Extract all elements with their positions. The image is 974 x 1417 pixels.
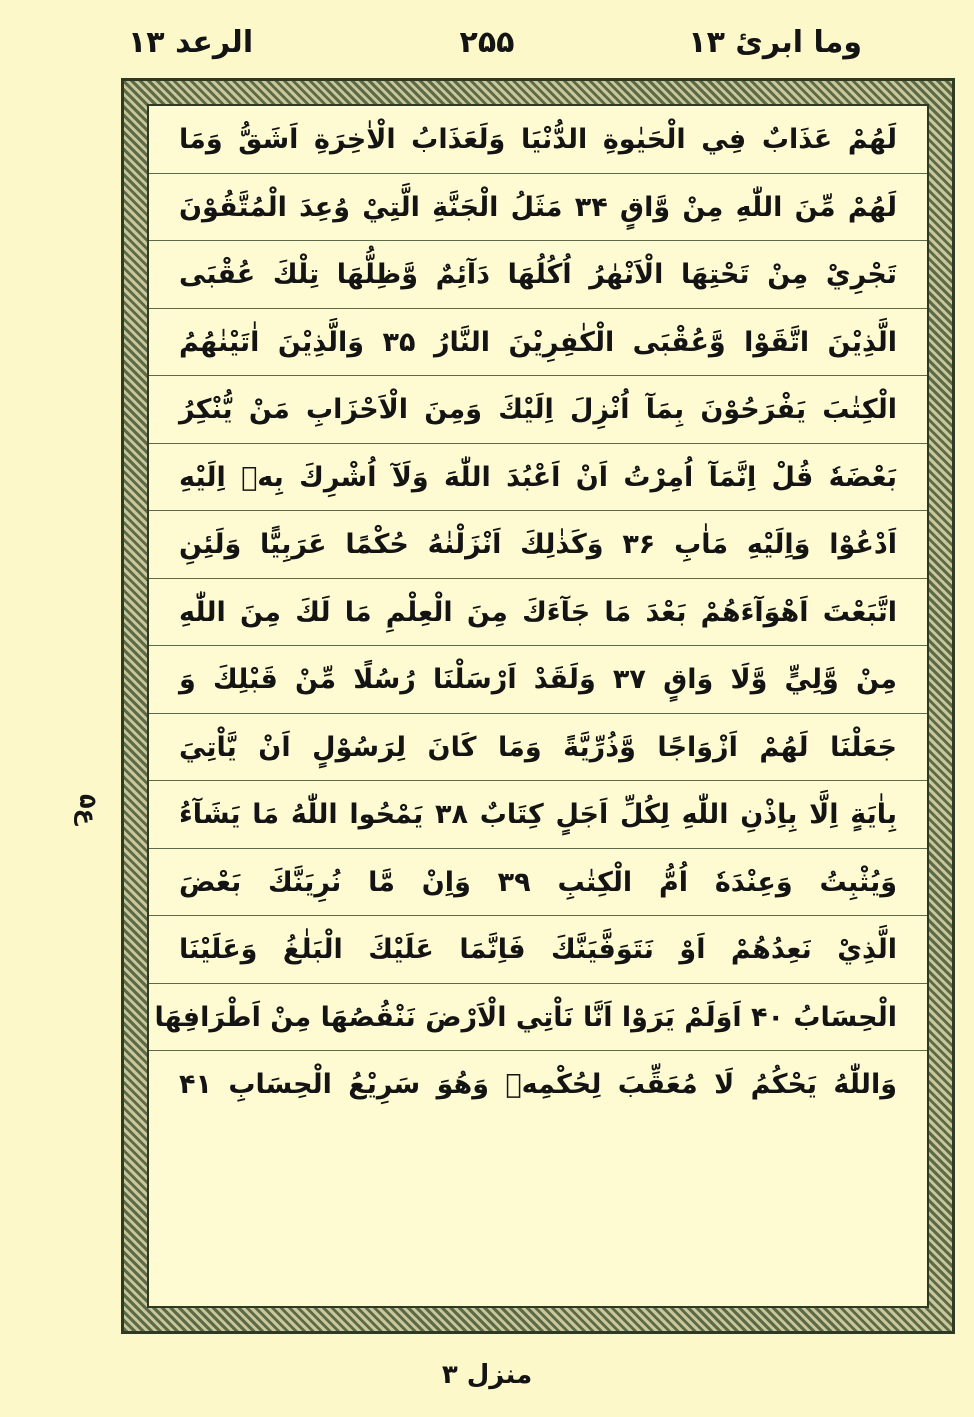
ornamental-border	[121, 78, 955, 1334]
manzil-footer: منزل ۳	[441, 1360, 533, 1390]
verse-line: مِنْ وَّلِيٍّ وَّلَا وَاقٍ ۳۷ وَلَقَدْ اَرْسَلْنَا رُسُلًا مِّنْ قَبْلِكَ وَ	[149, 646, 927, 714]
verse-line: الَّذِيْنَ اتَّقَوْا وَّعُقْبَى الْكٰفِرِيْنَ النَّارُ ۳۵ وَالَّذِيْنَ اٰتَيْنٰهُمُ	[149, 309, 927, 377]
verse-line: تَجْرِيْ مِنْ تَحْتِهَا الْاَنْهٰرُ اُكُلُهَا دَآئِمٌ وَّظِلُّهَا تِلْكَ عُقْبَى	[149, 241, 927, 309]
verse-line: لَهُمْ مِّنَ اللّٰهِ مِنْ وَّاقٍ ۳۴ مَثَلُ الْجَنَّةِ الَّتِيْ وُعِدَ الْمُتَّقُوْنَ	[149, 174, 927, 242]
para-name-label: وما ابریٔ ۱۳	[688, 25, 862, 60]
verse-line: الْحِسَابُ ۴۰ اَوَلَمْ يَرَوْا اَنَّا نَاْتِي الْاَرْضَ نَنْقُصُهَا مِنْ اَطْرَافِهَا	[149, 984, 927, 1052]
page-number: ۲۵۵	[459, 25, 515, 60]
verse-line: لَهُمْ عَذَابٌ فِي الْحَيٰوةِ الدُّنْيَا وَلَعَذَابُ الْاٰخِرَةِ اَشَقُّ وَمَا	[149, 106, 927, 174]
page-header	[0, 18, 974, 68]
verse-lines	[149, 106, 927, 1306]
ruku-marker: ع۵	[74, 794, 102, 826]
verse-line: اتَّبَعْتَ اَهْوَآءَهُمْ بَعْدَ مَا جَآءَكَ مِنَ الْعِلْمِ مَا لَكَ مِنَ اللّٰهِ	[149, 579, 927, 647]
verse-line: الْكِتٰبَ يَفْرَحُوْنَ بِمَآ اُنْزِلَ اِلَيْكَ وَمِنَ الْاَحْزَابِ مَنْ يُّنْكِرُ	[149, 376, 927, 444]
verse-line: وَاللّٰهُ يَحْكُمُ لَا مُعَقِّبَ لِحُكْمِهٖ وَهُوَ سَرِيْعُ الْحِسَابِ ۴۱	[179, 1069, 897, 1100]
verse-line: جَعَلْنَا لَهُمْ اَزْوَاجًا وَّذُرِّيَّةً وَمَا كَانَ لِرَسُوْلٍ اَنْ يَّاْتِيَ	[149, 714, 927, 782]
verse-line: اَدْعُوْا وَاِلَيْهِ مَاٰبِ ۳۶ وَكَذٰلِكَ اَنْزَلْنٰهُ حُكْمًا عَرَبِيًّا وَلَئِنِ	[149, 511, 927, 579]
verse-line: الَّذِيْ نَعِدُهُمْ اَوْ نَتَوَفَّيَنَّكَ فَاِنَّمَا عَلَيْكَ الْبَلٰغُ وَعَلَيْنَا	[149, 916, 927, 984]
verse-line: وَيُثْبِتُ وَعِنْدَهٗ اُمُّ الْكِتٰبِ ۳۹ وَاِنْ مَّا نُرِيَنَّكَ بَعْضَ	[149, 849, 927, 917]
verse-line: بَعْضَهٗ قُلْ اِنَّمَآ اُمِرْتُ اَنْ اَعْبُدَ اللّٰهَ وَلَآ اُشْرِكَ بِهٖ اِلَيْهِ	[149, 444, 927, 512]
surah-name-label: الرعد ۱۳	[128, 25, 254, 60]
text-panel	[147, 104, 929, 1308]
verse-line: بِاٰيَةٍ اِلَّا بِاِذْنِ اللّٰهِ لِكُلِّ اَجَلٍ كِتَابٌ ۳۸ يَمْحُوا اللّٰهُ مَا يَشَآءُ	[149, 781, 927, 849]
